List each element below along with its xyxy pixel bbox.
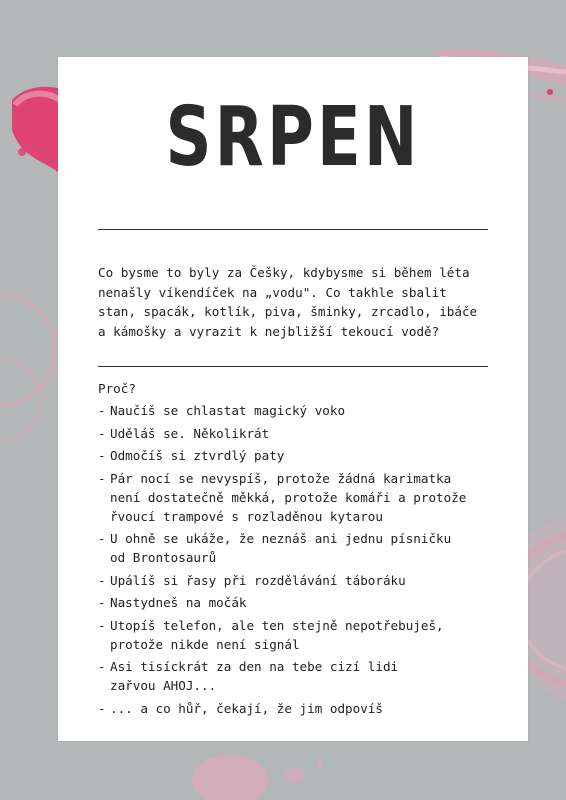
intro-line: Co bysme to byly za Češky, kdybysme si během léta: [98, 265, 470, 280]
list-item: [98, 469, 508, 526]
list-item: [98, 593, 508, 612]
list-item: [98, 401, 508, 420]
list-item: [98, 699, 508, 718]
content-card: [58, 57, 528, 741]
intro-line: stan, spacák, kotlík, piva, šminky, zrcadlo, ibáče: [98, 304, 478, 319]
item-line: není dostatečně měkká, protože komáři a protože: [110, 489, 467, 505]
item-line: Odmočíš si ztvrdlý paty: [110, 448, 285, 463]
bullet-dash: -: [98, 470, 106, 486]
reasons-section: [98, 379, 508, 721]
intro-line: nenašly víkendíček na „vodu". Co takhle sbalit: [98, 284, 447, 300]
page-title: SRPEN: [165, 90, 421, 185]
item-line: U ohně se ukáže, že neznáš ani jednu písničku: [110, 531, 452, 546]
bullet-dash: -: [98, 425, 106, 441]
intro-text: [98, 263, 498, 341]
list-item: [98, 657, 508, 695]
intro-line: a kámošky a vyrazit k nejbližší tekoucí vodě?: [98, 323, 440, 339]
item-line: Naučíš se chlastat magický voko: [110, 403, 346, 418]
list-item: [98, 616, 508, 654]
reasons-list: [98, 401, 508, 718]
item-line: Utopíš telefon, ale ten stejně nepotřebuješ,: [110, 617, 444, 633]
list-item: [98, 529, 508, 567]
list-item: [98, 571, 508, 590]
bullet-dash: -: [98, 659, 106, 674]
item-line: zařvou AHOJ...: [110, 678, 217, 693]
wine-splash-bottom: [180, 745, 380, 800]
item-line: řvoucí trampové s rozladěnou kytarou: [110, 508, 383, 524]
item-line: Uděláš se. Několikrát: [110, 425, 270, 441]
divider-top: [98, 229, 488, 230]
bullet-dash: -: [98, 448, 106, 463]
item-line: od Brontosaurů: [110, 550, 217, 565]
bullet-dash: -: [98, 700, 106, 716]
item-line: Pár nocí se nevyspíš, protože žádná karimatka: [110, 470, 452, 486]
list-item: [98, 424, 508, 443]
bullet-dash: -: [98, 595, 106, 610]
bullet-dash: -: [98, 617, 106, 633]
bullet-dash: -: [98, 572, 106, 588]
item-line: protože nikde není signál: [110, 636, 300, 652]
item-line: Asi tisíckrát za den na tebe cizí lidi: [110, 659, 399, 674]
item-line: Upálíš si řasy při rozdělávání táboráku: [110, 572, 406, 588]
reasons-heading: Proč?: [98, 381, 136, 396]
list-item: [98, 446, 508, 465]
item-line: ... a co hůř, čekají, že jim odpovíš: [110, 700, 383, 716]
bullet-dash: -: [98, 403, 106, 418]
item-line: Nastydneš na močák: [110, 595, 247, 610]
bullet-dash: -: [98, 531, 106, 546]
divider-middle: [98, 366, 488, 367]
